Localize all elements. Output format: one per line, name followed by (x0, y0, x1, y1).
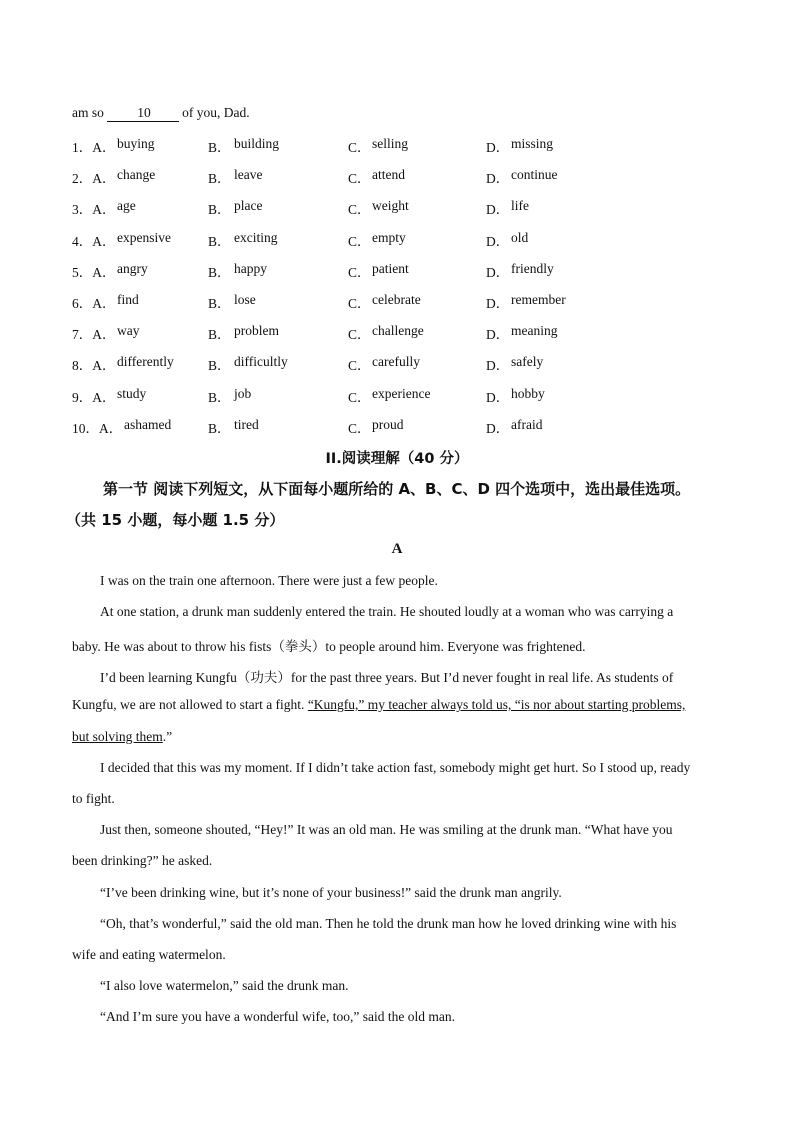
option-b: problem (234, 323, 279, 339)
cloze-text: am so (72, 105, 108, 120)
cloze-ending-line (72, 105, 250, 122)
option-a: buying (117, 136, 155, 151)
option-b-label: B． (208, 420, 231, 436)
option-d: safely (511, 354, 544, 370)
option-c-label: C． (348, 202, 371, 218)
option-b: leave (234, 167, 263, 183)
option-b: exciting (234, 229, 278, 245)
option-b-label: B． (208, 389, 231, 405)
paragraph-line: “And I’m sure you have a wonderful wife, too,” said the old man. (100, 1009, 456, 1024)
option-c: celebrate (372, 292, 421, 307)
plain-text: Kungfu, we are not allowed to start a fight. (72, 697, 308, 712)
question-number: 2．A． (72, 171, 116, 187)
paragraph-line (72, 729, 172, 745)
option-d-label: D． (486, 171, 510, 187)
paragraph-line: “I’ve been drinking wine, but it’s none of your business!” said the drunk man angrily. (100, 885, 562, 900)
option-c: attend (372, 167, 405, 183)
paragraph-line (72, 697, 685, 713)
option-b: difficultly (234, 354, 288, 370)
option-a: differently (117, 354, 174, 370)
paragraph-line: Just then, someone shouted, “Hey!” It was an old man. He was smiling at the drunk man. “What have you (100, 822, 673, 837)
question-number: 6．A． (72, 296, 116, 311)
paragraph-line: I decided that this was my moment. If I didn’t take action fast, somebody might get hurt. So I stood up, ready (100, 760, 691, 775)
paragraph-line: been drinking?” he asked. (72, 853, 213, 868)
option-b-label: B． (208, 171, 231, 187)
plain-text: .” (162, 729, 173, 744)
option-b-label: B． (208, 264, 231, 280)
paragraph-line: At one station, a drunk man suddenly entered the train. He shouted loudly at a woman who was carrying a (100, 604, 674, 619)
option-b: building (234, 136, 280, 151)
option-c-label: C． (348, 264, 371, 280)
option-d: life (511, 198, 529, 214)
option-c-label: C． (348, 171, 371, 187)
option-d-label: D． (486, 389, 510, 405)
option-c-label: C． (348, 358, 371, 374)
question-number: 4．A． (72, 233, 116, 249)
option-d-label: D． (486, 140, 510, 155)
question-number: 1．A． (72, 140, 116, 155)
question-number: 7．A． (72, 327, 116, 343)
option-a: study (117, 385, 147, 401)
cloze-blank (107, 105, 179, 122)
underlined-quote: but solving them (72, 729, 163, 744)
option-b: job (234, 385, 252, 401)
option-d: meaning (511, 323, 558, 339)
option-a: find (117, 292, 139, 307)
option-c-label: C． (348, 233, 371, 249)
option-b-label: B． (208, 140, 231, 155)
option-d-label: D． (486, 420, 510, 436)
question-number: 10．A． (72, 420, 123, 436)
paragraph-line: baby. He was about to throw his fists（拳头）to people around him. Everyone was frightened. (72, 639, 586, 654)
option-a: angry (117, 260, 148, 276)
option-d-label: D． (486, 296, 510, 311)
option-c: weight (372, 198, 409, 214)
option-b-label: B． (208, 233, 231, 249)
option-c-label: C． (348, 327, 371, 343)
option-c: patient (372, 260, 409, 276)
option-c-label: C． (348, 389, 371, 405)
paragraph-line: “Oh, that’s wonderful,” said the old man. Then he told the drunk man how he loved drinking wine with his (100, 916, 677, 931)
option-b: place (234, 198, 263, 214)
cloze-text: of you, Dad. (178, 105, 250, 120)
paragraph-line: I was on the train one afternoon. There were just a few people. (100, 573, 438, 588)
blank-number: 10 (137, 105, 151, 120)
option-b: lose (234, 292, 256, 307)
option-b-label: B． (208, 327, 231, 343)
option-d-label: D． (486, 233, 510, 249)
paragraph-line: “I also love watermelon,” said the drunk man. (100, 978, 349, 993)
option-c: challenge (372, 323, 424, 339)
option-a: change (117, 167, 156, 183)
option-b-label: B． (208, 358, 231, 374)
instruction-line: （共 15 小题，每小题 1.5 分） (66, 511, 285, 529)
option-d: hobby (511, 385, 545, 401)
paragraph-line: to fight. (72, 791, 115, 806)
option-a: age (117, 198, 136, 214)
option-b: tired (234, 416, 259, 432)
option-d: missing (511, 136, 554, 151)
option-d: continue (511, 167, 558, 183)
option-b-label: B． (208, 296, 231, 311)
paragraph-line: I’d been learning Kungfu（功夫）for the past three years. But I’d never fought in real life. As students of (100, 670, 674, 685)
option-c: empty (372, 229, 406, 245)
option-d-label: D． (486, 358, 510, 374)
paragraph-line: wife and eating watermelon. (72, 947, 226, 962)
passage-label: A (391, 541, 403, 557)
option-c: experience (372, 385, 431, 401)
option-a: ashamed (124, 416, 172, 432)
option-c-label: C． (348, 140, 371, 155)
option-d-label: D． (486, 327, 510, 343)
option-d: old (511, 229, 529, 245)
option-c: selling (372, 136, 408, 151)
option-d-label: D． (486, 264, 510, 280)
option-c-label: C． (348, 296, 371, 311)
question-number: 9．A． (72, 389, 116, 405)
option-d: remember (511, 292, 566, 307)
option-d-label: D． (486, 202, 510, 218)
option-b: happy (234, 260, 267, 276)
question-number: 8．A． (72, 358, 116, 374)
question-number: 3．A． (72, 202, 116, 218)
instruction-line: 第一节 阅读下列短文，从下面每小题所给的 A、B、C、D 四个选项中，选出最佳选项。 (103, 480, 691, 498)
option-d: afraid (511, 416, 543, 432)
section-heading: II.阅读理解（40 分） (325, 451, 469, 467)
option-c-label: C． (348, 420, 371, 436)
underlined-quote: “Kungfu,” my teacher always told us, “is nor about starting problems, (307, 697, 686, 712)
option-c: proud (372, 416, 404, 432)
option-b-label: B． (208, 202, 231, 218)
option-d: friendly (511, 260, 554, 276)
option-c: carefully (372, 354, 420, 370)
option-a: way (117, 323, 140, 339)
question-number: 5．A． (72, 264, 116, 280)
option-a: expensive (117, 229, 171, 245)
